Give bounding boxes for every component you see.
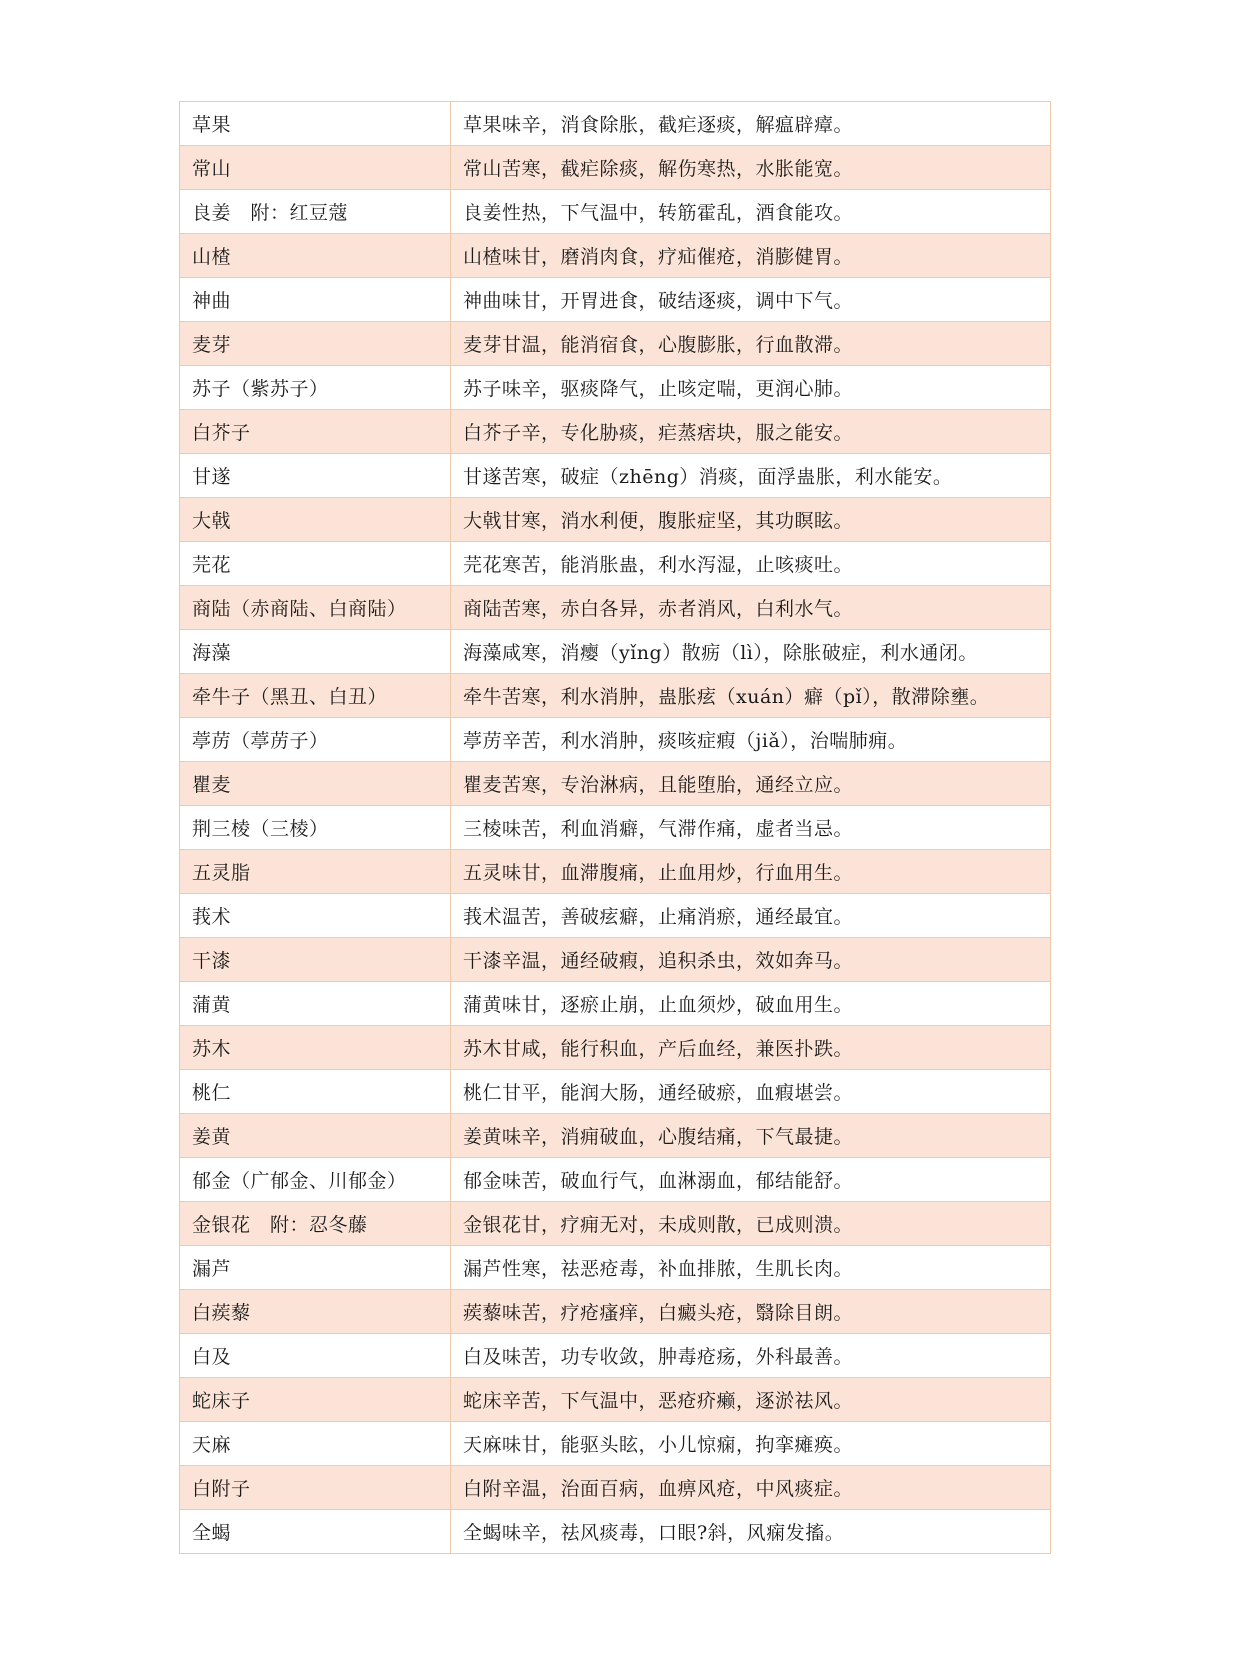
herb-verse-cell: 芫花寒苦，能消胀蛊，利水泻湿，止咳痰吐。 <box>451 542 1051 586</box>
herb-verse-cell: 苏木甘咸，能行积血，产后血经，兼医扑跌。 <box>451 1026 1051 1070</box>
herb-name-cell: 金银花 附：忍冬藤 <box>180 1202 451 1246</box>
herb-verse-cell: 草果味辛，消食除胀，截疟逐痰，解瘟辟瘴。 <box>451 102 1051 146</box>
herb-name-cell: 商陆（赤商陆、白商陆） <box>180 586 451 630</box>
table-row <box>180 454 1051 498</box>
herb-name-cell: 大戟 <box>180 498 451 542</box>
herb-verse-cell: 全蝎味辛，祛风痰毒，口眼?斜，风痫发搐。 <box>451 1510 1051 1554</box>
herb-table <box>179 101 1051 1554</box>
herb-name-cell: 葶苈（葶苈子） <box>180 718 451 762</box>
herb-verse-cell: 蒲黄味甘，逐瘀止崩，止血须炒，破血用生。 <box>451 982 1051 1026</box>
table-row <box>180 1466 1051 1510</box>
herb-name-cell: 苏木 <box>180 1026 451 1070</box>
herb-verse-cell: 商陆苦寒，赤白各异，赤者消风，白利水气。 <box>451 586 1051 630</box>
herb-name-cell: 神曲 <box>180 278 451 322</box>
herb-verse-cell: 大戟甘寒，消水利便，腹胀症坚，其功瞑眩。 <box>451 498 1051 542</box>
table-row <box>180 234 1051 278</box>
herb-name-cell: 姜黄 <box>180 1114 451 1158</box>
herb-verse-cell: 漏芦性寒，祛恶疮毒，补血排脓，生肌长肉。 <box>451 1246 1051 1290</box>
herb-name-cell: 海藻 <box>180 630 451 674</box>
herb-name-cell: 白芥子 <box>180 410 451 454</box>
herb-verse-cell: 神曲味甘，开胃进食，破结逐痰，调中下气。 <box>451 278 1051 322</box>
herb-verse-cell: 莪术温苦，善破痃癖，止痛消瘀，通经最宜。 <box>451 894 1051 938</box>
herb-name-cell: 牵牛子（黑丑、白丑） <box>180 674 451 718</box>
table-row <box>180 322 1051 366</box>
herb-verse-cell: 葶苈辛苦，利水消肿，痰咳症瘕（jiǎ），治喘肺痈。 <box>451 718 1051 762</box>
herb-name-cell: 麦芽 <box>180 322 451 366</box>
table-row <box>180 366 1051 410</box>
table-row <box>180 674 1051 718</box>
herb-verse-cell: 蒺藜味苦，疗疮瘙痒，白癜头疮，翳除目朗。 <box>451 1290 1051 1334</box>
table-row <box>180 894 1051 938</box>
herb-verse-cell: 瞿麦苦寒，专治淋病，且能堕胎，通经立应。 <box>451 762 1051 806</box>
herb-verse-cell: 姜黄味辛，消痈破血，心腹结痛，下气最捷。 <box>451 1114 1051 1158</box>
herb-verse-cell: 天麻味甘，能驱头眩，小儿惊痫，拘挛瘫痪。 <box>451 1422 1051 1466</box>
table-row <box>180 1334 1051 1378</box>
herb-verse-cell: 良姜性热，下气温中，转筋霍乱，酒食能攻。 <box>451 190 1051 234</box>
herb-verse-cell: 苏子味辛，驱痰降气，止咳定喘，更润心肺。 <box>451 366 1051 410</box>
table-row <box>180 190 1051 234</box>
herb-verse-cell: 白附辛温，治面百病，血痹风疮，中风痰症。 <box>451 1466 1051 1510</box>
herb-verse-cell: 桃仁甘平，能润大肠，通经破瘀，血瘕堪尝。 <box>451 1070 1051 1114</box>
table-row <box>180 410 1051 454</box>
herb-name-cell: 天麻 <box>180 1422 451 1466</box>
table-row <box>180 1026 1051 1070</box>
table-row <box>180 102 1051 146</box>
herb-name-cell: 苏子（紫苏子） <box>180 366 451 410</box>
herb-verse-cell: 麦芽甘温，能消宿食，心腹膨胀，行血散滞。 <box>451 322 1051 366</box>
herb-name-cell: 蛇床子 <box>180 1378 451 1422</box>
table-row <box>180 806 1051 850</box>
herb-name-cell: 白蒺藜 <box>180 1290 451 1334</box>
table-row <box>180 718 1051 762</box>
herb-table-container <box>179 101 1051 1554</box>
herb-name-cell: 草果 <box>180 102 451 146</box>
herb-verse-cell: 五灵味甘，血滞腹痛，止血用炒，行血用生。 <box>451 850 1051 894</box>
herb-verse-cell: 海藻咸寒，消瘿（yǐng）散疬（lì），除胀破症，利水通闭。 <box>451 630 1051 674</box>
herb-name-cell: 良姜 附：红豆蔻 <box>180 190 451 234</box>
table-row <box>180 630 1051 674</box>
herb-verse-cell: 甘遂苦寒，破症（zhēng）消痰，面浮蛊胀，利水能安。 <box>451 454 1051 498</box>
herb-name-cell: 全蝎 <box>180 1510 451 1554</box>
herb-verse-cell: 山楂味甘，磨消肉食，疗疝催疮，消膨健胃。 <box>451 234 1051 278</box>
table-row <box>180 1510 1051 1554</box>
table-row <box>180 762 1051 806</box>
table-row <box>180 1202 1051 1246</box>
herb-verse-cell: 白及味苦，功专收敛，肿毒疮疡，外科最善。 <box>451 1334 1051 1378</box>
herb-verse-cell: 干漆辛温，通经破瘕，追积杀虫，效如奔马。 <box>451 938 1051 982</box>
herb-name-cell: 白附子 <box>180 1466 451 1510</box>
table-row <box>180 1246 1051 1290</box>
herb-verse-cell: 牵牛苦寒，利水消肿，蛊胀痃（xuán）癖（pǐ），散滞除壅。 <box>451 674 1051 718</box>
herb-name-cell: 莪术 <box>180 894 451 938</box>
table-row <box>180 1070 1051 1114</box>
table-row <box>180 1422 1051 1466</box>
herb-name-cell: 荆三棱（三棱） <box>180 806 451 850</box>
table-row <box>180 146 1051 190</box>
herb-name-cell: 瞿麦 <box>180 762 451 806</box>
herb-verse-cell: 白芥子辛，专化胁痰，疟蒸痞块，服之能安。 <box>451 410 1051 454</box>
herb-name-cell: 白及 <box>180 1334 451 1378</box>
herb-name-cell: 山楂 <box>180 234 451 278</box>
herb-name-cell: 常山 <box>180 146 451 190</box>
herb-name-cell: 芫花 <box>180 542 451 586</box>
table-row <box>180 498 1051 542</box>
table-row <box>180 850 1051 894</box>
herb-table-body <box>180 102 1051 1554</box>
herb-name-cell: 蒲黄 <box>180 982 451 1026</box>
herb-name-cell: 桃仁 <box>180 1070 451 1114</box>
herb-name-cell: 郁金（广郁金、川郁金） <box>180 1158 451 1202</box>
table-row <box>180 938 1051 982</box>
herb-name-cell: 漏芦 <box>180 1246 451 1290</box>
table-row <box>180 1290 1051 1334</box>
table-row <box>180 542 1051 586</box>
table-row <box>180 586 1051 630</box>
herb-name-cell: 干漆 <box>180 938 451 982</box>
herb-verse-cell: 金银花甘，疗痈无对，未成则散，已成则溃。 <box>451 1202 1051 1246</box>
table-row <box>180 1378 1051 1422</box>
table-row <box>180 1114 1051 1158</box>
herb-verse-cell: 三棱味苦，利血消癖，气滞作痛，虚者当忌。 <box>451 806 1051 850</box>
table-row <box>180 1158 1051 1202</box>
herb-verse-cell: 郁金味苦，破血行气，血淋溺血，郁结能舒。 <box>451 1158 1051 1202</box>
table-row <box>180 982 1051 1026</box>
herb-verse-cell: 蛇床辛苦，下气温中，恶疮疥癞，逐淤祛风。 <box>451 1378 1051 1422</box>
herb-name-cell: 甘遂 <box>180 454 451 498</box>
herb-verse-cell: 常山苦寒，截疟除痰，解伤寒热，水胀能宽。 <box>451 146 1051 190</box>
herb-name-cell: 五灵脂 <box>180 850 451 894</box>
table-row <box>180 278 1051 322</box>
